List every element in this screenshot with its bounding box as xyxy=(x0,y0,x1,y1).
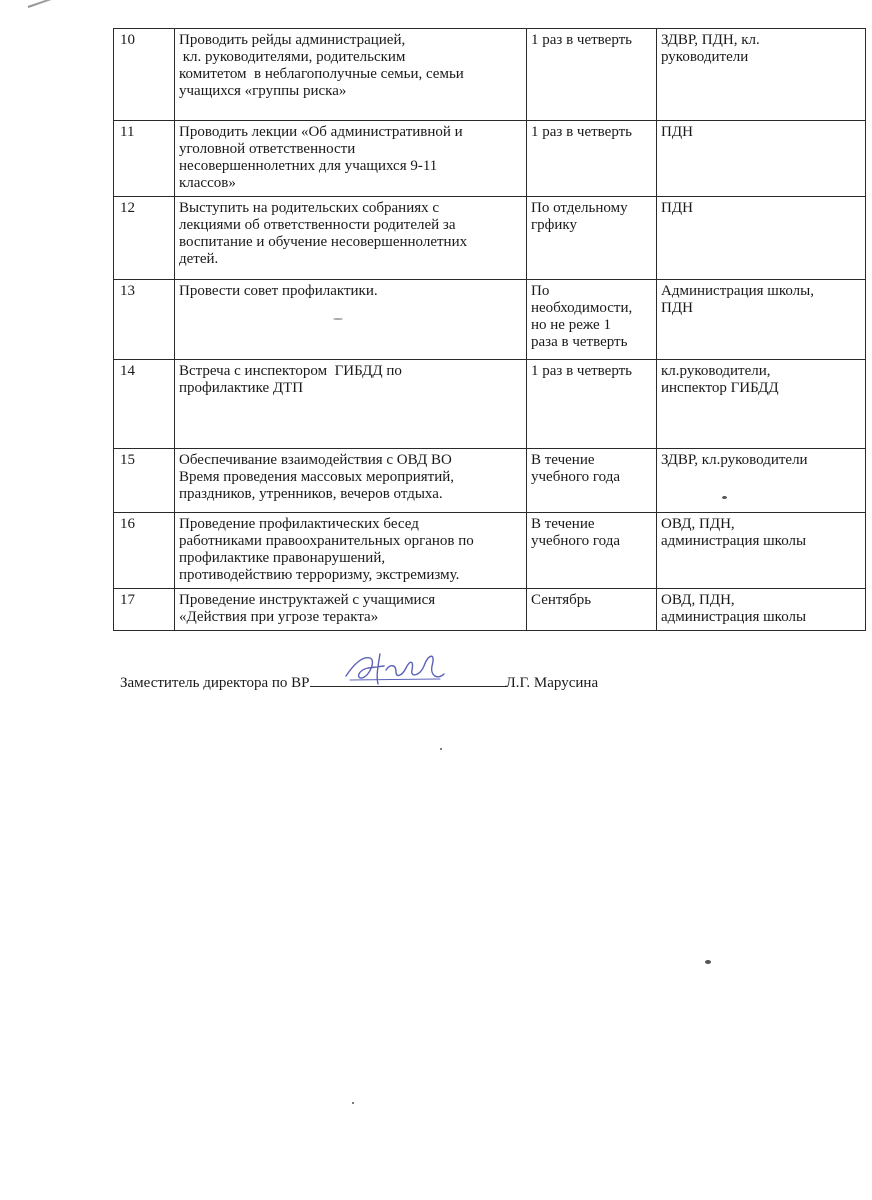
responsible-cell xyxy=(657,589,866,631)
activity-line: профилактике ДТП xyxy=(179,380,304,396)
table-row xyxy=(114,197,866,280)
term-line: 1 раз в четверть xyxy=(531,124,633,140)
responsible-line: ПДН xyxy=(661,300,693,316)
activity-line: профилактике правонарушений, xyxy=(179,550,386,566)
activity-line: Выступить на родительских собраниях с xyxy=(179,200,440,216)
responsible-line: администрация школы xyxy=(661,533,807,549)
activity-line: уголовной ответственности xyxy=(179,141,356,157)
term-cell xyxy=(527,197,657,280)
responsible-line: ПДН xyxy=(661,200,693,216)
responsible-line: ЗДВР, кл.руководители xyxy=(661,452,808,468)
responsible-cell xyxy=(657,449,866,513)
activity-line: Проводить рейды администрацией, xyxy=(179,32,406,48)
row-number-cell xyxy=(114,449,175,513)
signature-line xyxy=(310,672,506,687)
row-number-cell xyxy=(114,513,175,589)
term-line: раза в четверть xyxy=(531,334,628,350)
responsible-cell xyxy=(657,197,866,280)
activity-cell xyxy=(175,513,527,589)
responsible-line: руководители xyxy=(661,49,749,65)
activity-line: Встреча с инспектором ГИБДД по xyxy=(179,363,402,379)
responsible-line: ОВД, ПДН, xyxy=(661,516,735,532)
term-line: учебного года xyxy=(531,533,621,549)
activity-cell xyxy=(175,29,527,121)
row-number-cell xyxy=(114,121,175,197)
activity-line: лекциями об ответственности родителей за xyxy=(179,217,456,233)
term-line: но не реже 1 xyxy=(531,317,611,333)
responsible-line: инспектор ГИБДД xyxy=(661,380,779,396)
activity-cell xyxy=(175,197,527,280)
responsible-cell xyxy=(657,29,866,121)
term-line: По xyxy=(531,283,550,299)
activity-line: Проведение профилактических бесед xyxy=(179,516,419,532)
row-number: 12 xyxy=(120,200,135,216)
scan-speck xyxy=(705,960,711,964)
term-line: В течение xyxy=(531,452,595,468)
term-line: учебного года xyxy=(531,469,621,485)
activity-line: комитетом в неблагополучные семьи, семьи xyxy=(179,66,464,82)
activity-line: Провести совет профилактики. xyxy=(179,283,378,299)
responsible-cell xyxy=(657,513,866,589)
activity-cell xyxy=(175,280,527,360)
handwritten-signature xyxy=(340,646,450,690)
responsible-line: ОВД, ПДН, xyxy=(661,592,735,608)
term-line: В течение xyxy=(531,516,595,532)
activity-cell xyxy=(175,589,527,631)
responsible-line: ЗДВР, ПДН, кл. xyxy=(661,32,760,48)
term-cell xyxy=(527,121,657,197)
activity-line: учащихся «группы риска» xyxy=(179,83,347,99)
row-number: 16 xyxy=(120,516,135,532)
scan-speck xyxy=(722,496,727,499)
responsible-cell xyxy=(657,360,866,449)
term-cell xyxy=(527,513,657,589)
activity-line: праздников, утренников, вечеров отдыха. xyxy=(179,486,443,502)
signatory-position: Заместитель директора по ВР xyxy=(120,675,310,691)
activity-line: детей. xyxy=(179,251,219,267)
responsible-line: кл.руководители, xyxy=(661,363,771,379)
signature-block xyxy=(120,672,598,692)
term-cell xyxy=(527,29,657,121)
row-number-cell xyxy=(114,280,175,360)
activity-line: несовершеннолетних для учащихся 9-11 xyxy=(179,158,438,174)
activity-line: кл. руководителями, родительским xyxy=(179,49,406,65)
responsible-cell xyxy=(657,121,866,197)
activity-line: Проведение инструктажей с учащимися xyxy=(179,592,436,608)
scan-artifact-streak xyxy=(28,0,170,8)
activity-line: классов» xyxy=(179,175,236,191)
responsible-line: администрация школы xyxy=(661,609,807,625)
activity-cell xyxy=(175,449,527,513)
responsible-cell xyxy=(657,280,866,360)
table-row xyxy=(114,589,866,631)
scan-speck xyxy=(333,318,343,320)
table-row xyxy=(114,449,866,513)
term-line: Сентябрь xyxy=(531,592,592,608)
table-row xyxy=(114,513,866,589)
term-cell xyxy=(527,280,657,360)
table-body xyxy=(114,29,866,631)
activity-line: противодействию терроризму, экстремизму. xyxy=(179,567,460,583)
term-cell xyxy=(527,449,657,513)
row-number: 13 xyxy=(120,283,135,299)
table-row xyxy=(114,121,866,197)
table-row xyxy=(114,280,866,360)
activity-line: «Действия при угрозе теракта» xyxy=(179,609,379,625)
activity-line: Обеспечивание взаимодействия с ОВД ВО xyxy=(179,452,452,468)
activity-cell xyxy=(175,121,527,197)
row-number: 17 xyxy=(120,592,135,608)
row-number-cell xyxy=(114,197,175,280)
row-number-cell xyxy=(114,360,175,449)
row-number: 15 xyxy=(120,452,135,468)
table-row xyxy=(114,29,866,121)
row-number-cell xyxy=(114,589,175,631)
scan-speck xyxy=(440,748,442,750)
term-line: 1 раз в четверть xyxy=(531,363,633,379)
term-line: необходимости, xyxy=(531,300,633,316)
term-cell xyxy=(527,589,657,631)
row-number-cell xyxy=(114,29,175,121)
signatory-name: Л.Г. Марусина xyxy=(505,675,599,691)
activity-line: Проводить лекции «Об административной и xyxy=(179,124,463,140)
term-line: 1 раз в четверть xyxy=(531,32,633,48)
term-line: грфику xyxy=(531,217,577,233)
table-row xyxy=(114,360,866,449)
responsible-line: ПДН xyxy=(661,124,693,140)
activity-line: воспитание и обучение несовершеннолетних xyxy=(179,234,468,250)
row-number: 10 xyxy=(120,32,135,48)
term-line: По отдельному xyxy=(531,200,628,216)
row-number: 11 xyxy=(120,124,135,140)
activity-line: работниками правоохранительных органов по xyxy=(179,533,474,549)
activity-cell xyxy=(175,360,527,449)
activity-plan-table xyxy=(113,28,866,631)
activity-line: Время проведения массовых мероприятий, xyxy=(179,469,455,485)
responsible-line: Администрация школы, xyxy=(661,283,814,299)
scan-speck xyxy=(352,1102,354,1104)
term-cell xyxy=(527,360,657,449)
row-number: 14 xyxy=(120,363,135,379)
